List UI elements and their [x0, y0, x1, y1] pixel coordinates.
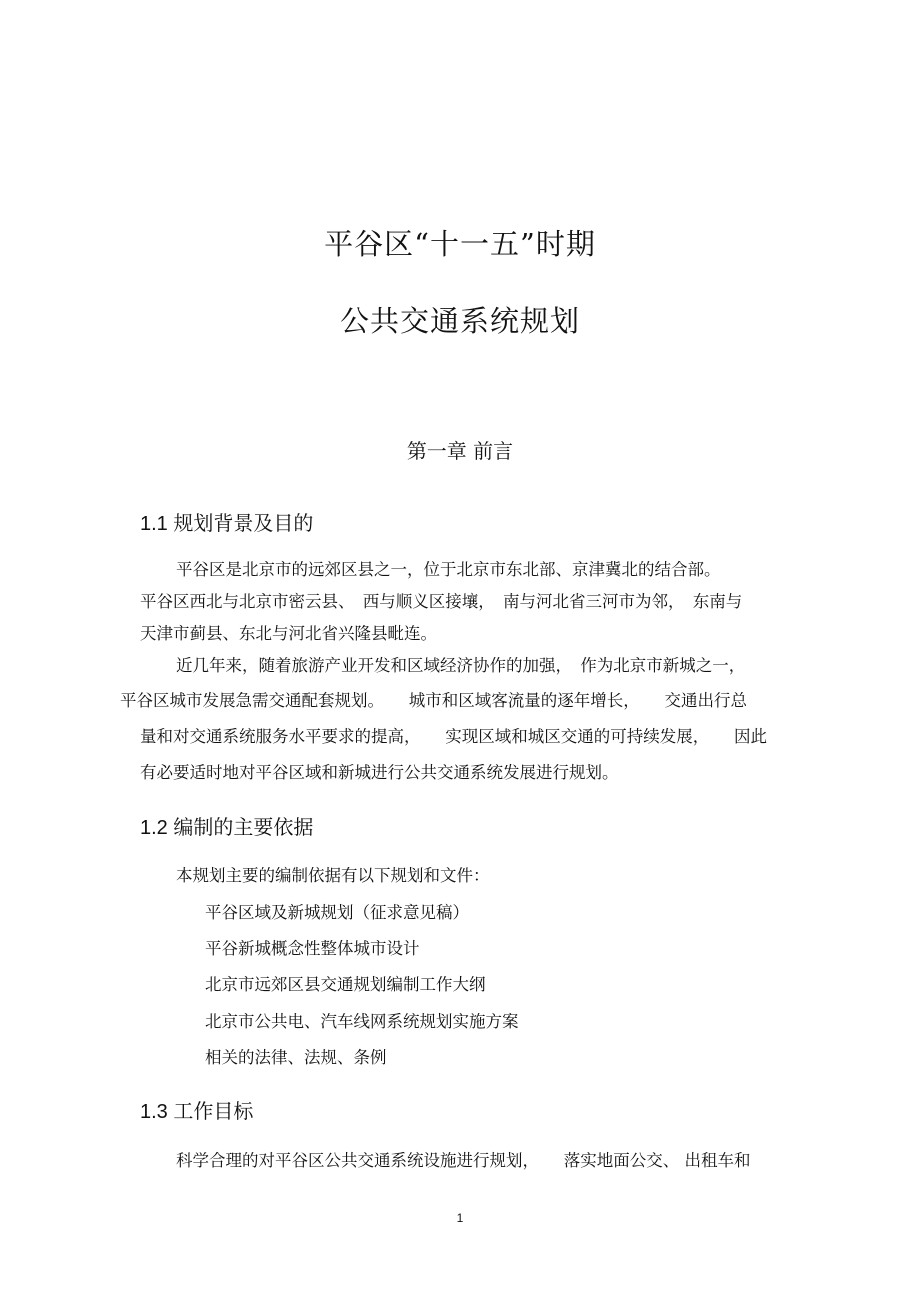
chapter-heading: 第一章 前言: [406, 439, 514, 463]
list-item: 北京市远郊区县交通规划编制工作大纲: [205, 975, 486, 994]
list-item: 平谷区域及新城规划（征求意见稿）: [205, 903, 469, 922]
section-heading-1-1: 1.1 规划背景及目的: [140, 513, 314, 535]
paragraph-line: 平谷区城市发展急需交通配套规划。 城市和区域客流量的逐年增长， 交通出行总: [120, 691, 747, 710]
paragraph-line: 平谷区是北京市的远郊区县之一，位于北京市东北部、京津冀北的结合部。: [176, 560, 721, 579]
section-heading-1-3: 1.3 工作目标: [140, 1101, 254, 1123]
document-title-line-1: 平谷区“十一五”时期: [324, 227, 596, 261]
paragraph-line: 近几年来，随着旅游产业开发和区域经济协作的加强， 作为北京市新城之一，: [176, 656, 746, 675]
list-item: 平谷新城概念性整体城市设计: [205, 939, 420, 958]
list-item: 相关的法律、法规、条例: [205, 1048, 387, 1067]
paragraph-line: 量和对交通系统服务水平要求的提高， 实现区域和城区交通的可持续发展， 因此: [140, 727, 767, 746]
document-title-line-2: 公共交通系统规划: [339, 304, 580, 338]
list-item: 北京市公共电、汽车线网系统规划实施方案: [205, 1012, 519, 1031]
page-number: 1: [456, 1211, 464, 1225]
paragraph-line: 天津市蓟县、东北与河北省兴隆县毗连。: [140, 624, 437, 643]
paragraph-line: 有必要适时地对平谷区域和新城进行公共交通系统发展进行规划。: [140, 763, 619, 782]
paragraph-line: 科学合理的对平谷区公共交通系统设施进行规划， 落实地面公交、 出租车和: [176, 1151, 751, 1170]
section-heading-1-2: 1.2 编制的主要依据: [140, 817, 314, 839]
list-intro: 本规划主要的编制依据有以下规划和文件：: [176, 866, 490, 885]
paragraph-line: 平谷区西北与北京市密云县、 西与顺义区接壤， 南与河北省三河市为邻， 东南与: [140, 592, 743, 611]
